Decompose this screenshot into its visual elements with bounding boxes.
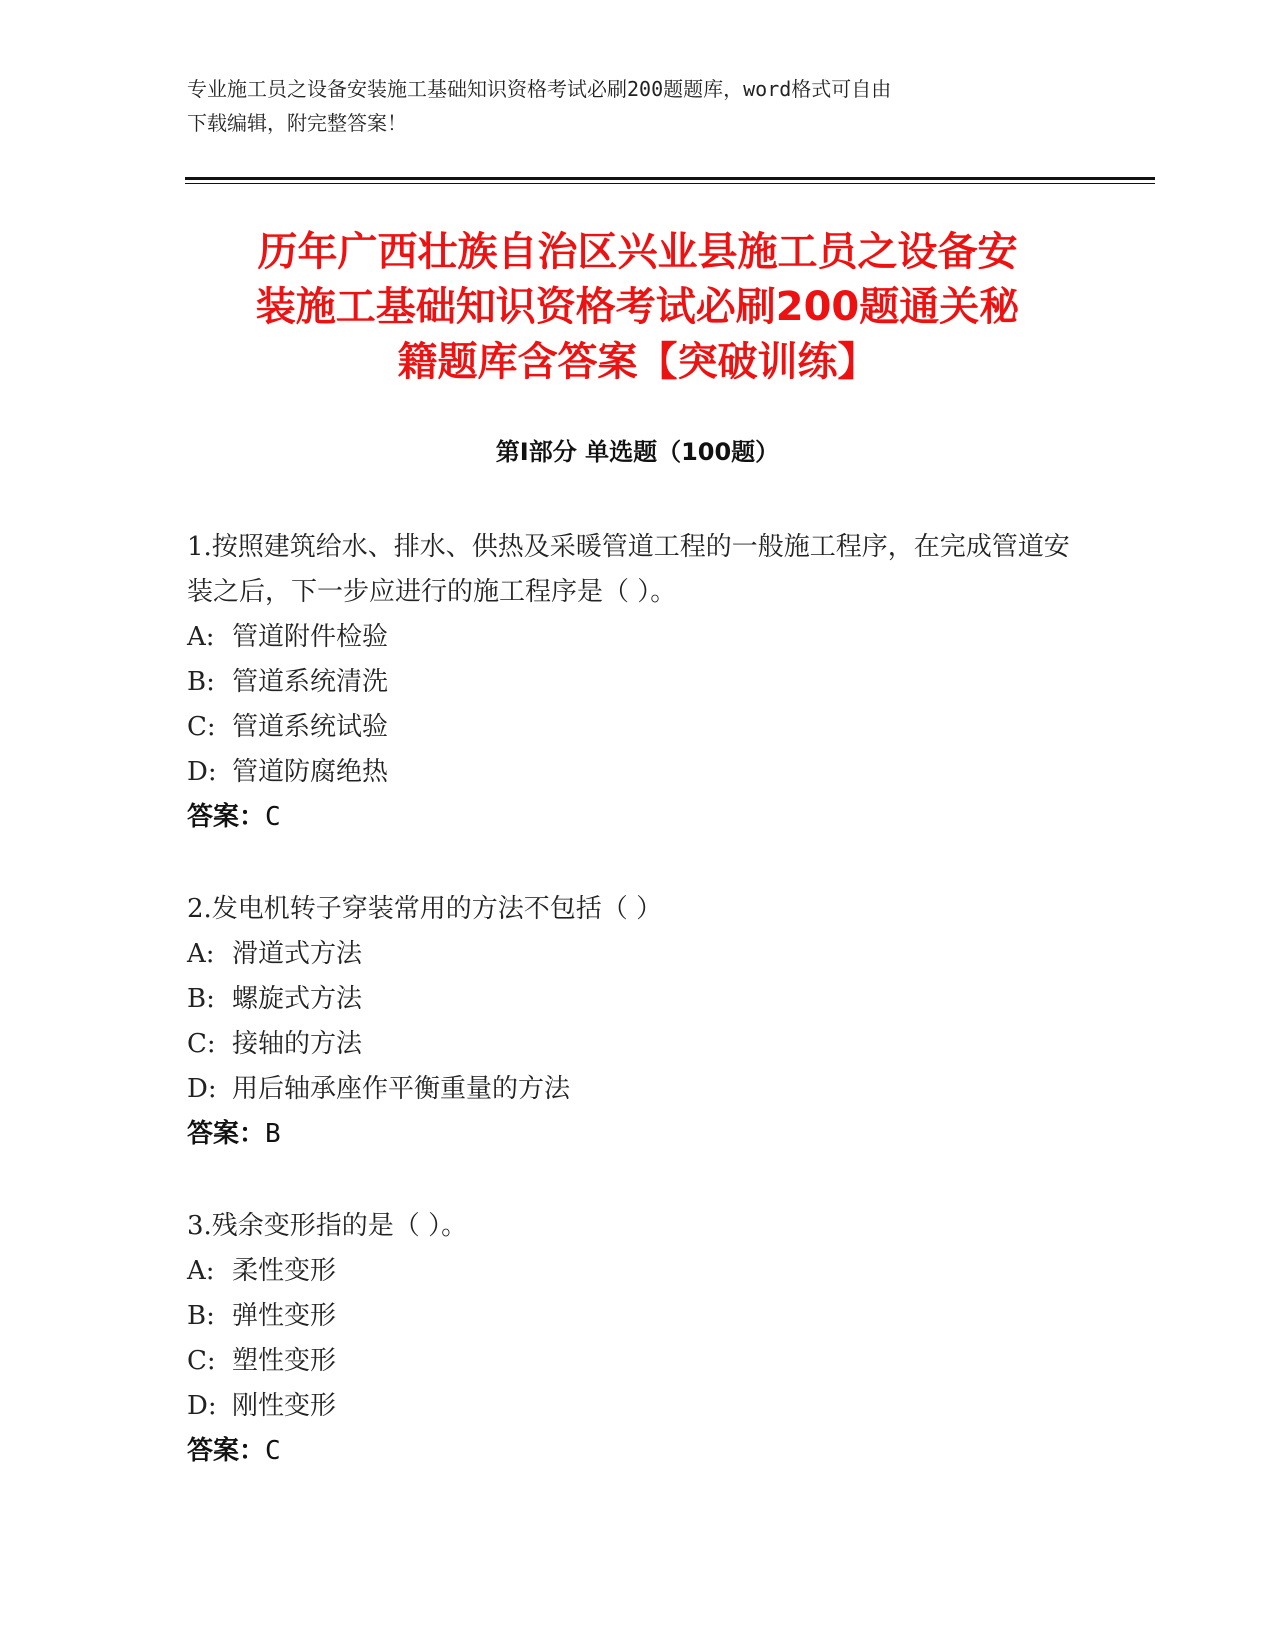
question-option <box>187 615 1087 660</box>
option-letter: C: <box>187 1346 216 1376</box>
question-list <box>187 525 1087 1521</box>
header-note-line-1: 专业施工员之设备安装施工基础知识资格考试必刷200题题库，word格式可自由 <box>187 77 892 101</box>
question-option <box>187 977 1087 1022</box>
document-title-line-3: 籍题库含答案【突破训练】 <box>397 339 878 385</box>
option-letter: A: <box>187 622 215 652</box>
answer-value: B <box>265 1119 281 1149</box>
header-divider-thin <box>185 183 1155 184</box>
document-title-line-2: 装施工基础知识资格考试必刷200题通关秘 <box>255 284 1020 330</box>
answer-line <box>187 1112 1087 1157</box>
question-option <box>187 1022 1087 1067</box>
option-letter: D: <box>187 757 217 787</box>
document-title-line-1: 历年广西壮族自治区兴业县施工员之设备安 <box>257 229 1018 275</box>
option-letter: B: <box>187 667 215 697</box>
header-note-line-2: 下载编辑，附完整答案！ <box>187 111 407 135</box>
option-text: 刚性变形 <box>232 1391 337 1421</box>
question-option <box>187 1067 1087 1112</box>
question-stem: 3.残余变形指的是（ ）。 <box>187 1211 468 1241</box>
header-note <box>187 72 1087 140</box>
question-item <box>187 525 1087 840</box>
question-option <box>187 1294 1087 1339</box>
question-item <box>187 1204 1087 1474</box>
option-text: 塑性变形 <box>232 1346 337 1376</box>
option-letter: B: <box>187 984 215 1014</box>
question-option <box>187 1384 1087 1429</box>
option-letter: A: <box>187 939 215 969</box>
document-title <box>150 225 1125 390</box>
option-text: 螺旋式方法 <box>232 984 363 1014</box>
answer-line <box>187 795 1087 840</box>
answer-line <box>187 1429 1087 1474</box>
option-text: 用后轴承座作平衡重量的方法 <box>232 1074 571 1104</box>
answer-label: 答案： <box>187 1436 266 1466</box>
question-stem: 2.发电机转子穿装常用的方法不包括（ ） <box>187 894 663 924</box>
option-text: 管道系统清洗 <box>232 667 389 697</box>
option-text: 管道系统试验 <box>232 712 389 742</box>
option-letter: D: <box>187 1074 217 1104</box>
question-stem: 1.按照建筑给水、排水、供热及采暖管道工程的一般施工程序，在完成管道安装之后，下一步应进行的施工程序是（ ）。 <box>187 532 1070 607</box>
question-option <box>187 1339 1087 1384</box>
option-letter: C: <box>187 1029 216 1059</box>
option-text: 管道附件检验 <box>232 622 389 652</box>
question-option <box>187 660 1087 705</box>
option-text: 管道防腐绝热 <box>232 757 389 787</box>
option-text: 接轴的方法 <box>232 1029 363 1059</box>
question-option <box>187 705 1087 750</box>
answer-label: 答案： <box>187 1119 266 1149</box>
question-option <box>187 1249 1087 1294</box>
answer-label: 答案： <box>187 802 266 832</box>
option-letter: C: <box>187 712 216 742</box>
question-option <box>187 932 1087 977</box>
option-letter: D: <box>187 1391 217 1421</box>
question-option <box>187 750 1087 795</box>
header-divider-thick <box>185 177 1155 180</box>
option-text: 滑道式方法 <box>232 939 363 969</box>
option-letter: A: <box>187 1256 215 1286</box>
question-item <box>187 887 1087 1157</box>
option-text: 弹性变形 <box>232 1301 337 1331</box>
option-text: 柔性变形 <box>232 1256 337 1286</box>
answer-value: C <box>265 1436 281 1466</box>
option-letter: B: <box>187 1301 215 1331</box>
answer-value: C <box>265 802 281 832</box>
section-title: 第I部分 单选题（100题） <box>495 438 780 466</box>
